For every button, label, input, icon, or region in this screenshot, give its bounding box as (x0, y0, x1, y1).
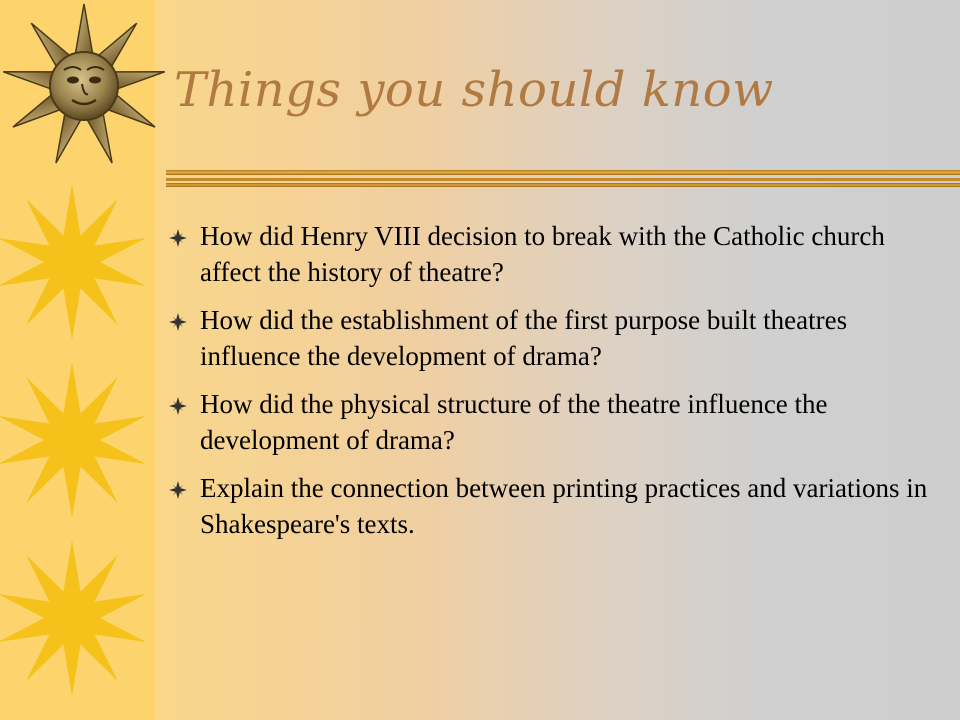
four-point-star-bullet-icon (168, 480, 188, 500)
four-point-star-bullet-icon (168, 312, 188, 332)
bullet-text: How did the establishment of the first purpose built theatres influence the development of drama? (200, 305, 848, 371)
sun-icon (0, 540, 149, 696)
bullet-text: Explain the connection between printing practices and variations in Shakespeare's texts. (200, 473, 928, 539)
title-divider (166, 170, 960, 192)
bullet-text: How did Henry VIII decision to break with the Catholic church affect the history of theatre? (200, 221, 885, 287)
sun-icon (0, 362, 149, 518)
sun-decorations (0, 0, 180, 720)
bullet-item (168, 386, 948, 458)
bullet-item (168, 470, 948, 542)
sun-face-icon (2, 4, 167, 166)
bullet-item (168, 218, 948, 290)
sun-icon (0, 184, 149, 340)
bullet-list (168, 218, 948, 554)
bullet-item (168, 302, 948, 374)
slide-title: Things you should know (174, 62, 774, 118)
four-point-star-bullet-icon (168, 228, 188, 248)
bullet-text: How did the physical structure of the theatre influence the development of drama? (200, 389, 828, 455)
four-point-star-bullet-icon (168, 396, 188, 416)
